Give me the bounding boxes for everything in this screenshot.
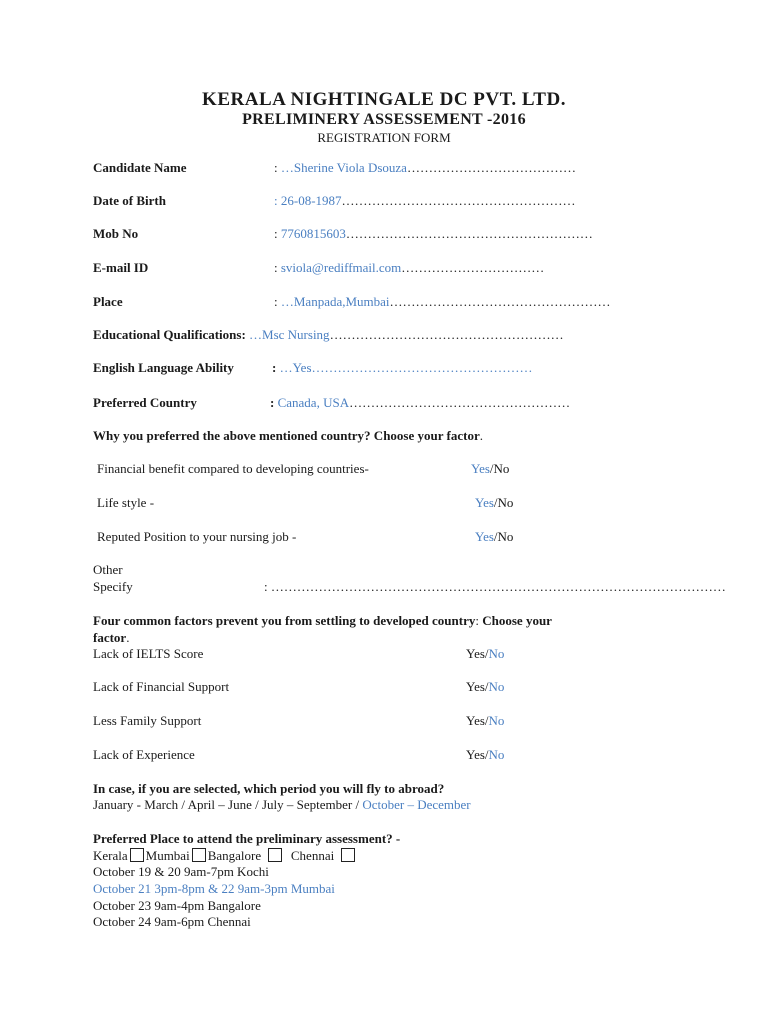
place-mumbai-label: Mumbai <box>145 848 190 863</box>
question-text: Four common factors prevent you from settling to developed country <box>93 613 476 628</box>
field-value: Msc Nursing <box>262 327 330 342</box>
field-value: 26-08-1987 <box>277 193 342 208</box>
factor-label-life-style: Life style - <box>97 495 155 510</box>
field-dots: …………………………………………… <box>311 360 533 375</box>
schedule-chennai: October 24 9am-6pm Chennai <box>93 914 251 929</box>
field-place[interactable] <box>274 294 611 310</box>
field-candidate-name[interactable] <box>274 160 576 176</box>
place-chennai-label: Chennai <box>290 848 335 863</box>
field-preferred-country[interactable] <box>270 395 570 411</box>
factor-choice-experience[interactable] <box>466 747 504 763</box>
choice-yes[interactable]: Yes <box>466 713 485 728</box>
choice-sep: / <box>484 713 489 728</box>
question-colon: : <box>475 613 483 628</box>
choice-no[interactable]: No <box>488 646 505 661</box>
choice-no[interactable]: No <box>488 747 505 762</box>
factor-label-ielts: Lack of IELTS Score <box>93 646 204 661</box>
choice-sep: / <box>484 747 489 762</box>
choice-sep: / <box>484 679 489 694</box>
question-assessment-place: Preferred Place to attend the preliminary assessment? - <box>93 831 401 846</box>
field-colon: : <box>274 193 278 208</box>
field-date-of-birth[interactable] <box>274 193 576 209</box>
assessment-title: PRELIMINERY ASSESSEMENT -2016 <box>242 111 526 128</box>
factor-choice-financial-support[interactable] <box>466 679 504 695</box>
factor-choice-reputed-position[interactable] <box>475 529 513 545</box>
field-dots: …………………………………………… <box>349 395 571 410</box>
choice-yes[interactable]: Yes <box>466 679 485 694</box>
specify-label: Specify <box>93 579 133 594</box>
field-colon: : <box>274 160 278 175</box>
choice-sep: / <box>493 529 498 544</box>
choice-yes[interactable]: Yes <box>471 461 490 476</box>
field-label-candidate-name: Candidate Name <box>93 160 187 175</box>
factor-choice-life-style[interactable] <box>475 495 513 511</box>
choice-no[interactable]: No <box>497 495 514 510</box>
schedule-mumbai: October 21 3pm-8pm & 22 9am-3pm Mumbai <box>93 881 335 896</box>
field-label-email: E-mail ID <box>93 260 149 275</box>
field-label-education: Educational Qualifications: <box>93 327 246 342</box>
factor-choice-ielts[interactable] <box>466 646 504 662</box>
field-dots: ……………………………………………… <box>341 193 576 208</box>
choice-no[interactable]: No <box>493 461 510 476</box>
field-prefix: … <box>277 160 294 175</box>
field-value: Manpada,Mumbai <box>293 294 390 309</box>
choice-yes[interactable]: Yes <box>466 646 485 661</box>
travel-period-options[interactable] <box>93 797 471 813</box>
question-prevent-factors-line2 <box>93 630 129 646</box>
field-dots: …………………………… <box>401 260 545 275</box>
factor-label-family-support: Less Family Support <box>93 713 202 728</box>
choice-sep: / <box>493 495 498 510</box>
place-bangalore-checkbox[interactable] <box>268 848 282 862</box>
field-label-mob-no: Mob No <box>93 226 139 241</box>
question-travel-period: In case, if you are selected, which period you will fly to abroad? <box>93 781 445 796</box>
place-options <box>93 848 357 864</box>
field-value: Yes <box>292 360 312 375</box>
field-email[interactable] <box>274 260 544 276</box>
place-mumbai-checkbox[interactable] <box>192 848 206 862</box>
factor-choice-family-support[interactable] <box>466 713 504 729</box>
question-text: factor <box>93 630 127 645</box>
field-value: Canada, USA <box>277 395 350 410</box>
question-period: . <box>479 428 483 443</box>
place-kerala-label: Kerala <box>93 848 128 863</box>
choice-sep: / <box>484 646 489 661</box>
choice-yes[interactable]: Yes <box>466 747 485 762</box>
schedule-bangalore: October 23 9am-4pm Bangalore <box>93 898 261 913</box>
field-label-place: Place <box>93 294 123 309</box>
field-colon: : <box>274 260 278 275</box>
choice-yes[interactable]: Yes <box>475 495 494 510</box>
factor-label-financial-benefit: Financial benefit compared to developing countries- <box>97 461 369 476</box>
question-prevent-factors <box>93 613 552 629</box>
choice-no[interactable]: No <box>488 679 505 694</box>
question-period: . <box>126 630 130 645</box>
field-value: 7760815603 <box>280 226 346 241</box>
field-colon: : <box>272 360 277 375</box>
field-label-english-ability: English Language Ability <box>93 360 234 375</box>
field-value: Sherine Viola Dsouza <box>293 160 407 175</box>
other-label: Other <box>93 562 123 577</box>
field-educational-qualifications[interactable] <box>93 327 564 343</box>
place-bangalore-label: Bangalore <box>207 848 262 863</box>
choice-no[interactable]: No <box>497 529 514 544</box>
field-prefix: … <box>276 360 293 375</box>
period-options: January - March / April – June / July – September / <box>93 797 363 812</box>
question-text: Why you preferred the above mentioned country? Choose your factor <box>93 428 480 443</box>
field-value: sviola@rediffmail.com <box>280 260 402 275</box>
field-colon: : <box>274 226 278 241</box>
choice-yes[interactable]: Yes <box>475 529 494 544</box>
field-label-preferred-country: Preferred Country <box>93 395 197 410</box>
choice-sep: / <box>489 461 494 476</box>
question-preferred-country-factor <box>93 428 483 444</box>
factor-label-reputed-position: Reputed Position to your nursing job - <box>97 529 297 544</box>
field-prefix: … <box>277 294 294 309</box>
field-dots: ………………………………… <box>406 160 576 175</box>
field-dots: ………………………………………………… <box>345 226 593 241</box>
company-name: KERALA NIGHTINGALE DC PVT. LTD. <box>202 89 566 110</box>
field-dots: …………………………………………… <box>389 294 611 309</box>
schedule-kochi: October 19 & 20 9am-7pm Kochi <box>93 864 269 879</box>
place-kerala-checkbox[interactable] <box>130 848 144 862</box>
field-colon: : <box>274 294 278 309</box>
factor-choice-financial-benefit[interactable] <box>471 461 509 477</box>
field-dots: ……………………………………………… <box>329 327 564 342</box>
field-prefix: … <box>245 327 263 342</box>
form-title: REGISTRATION FORM <box>317 130 451 145</box>
place-chennai-checkbox[interactable] <box>341 848 355 862</box>
factor-label-financial-support: Lack of Financial Support <box>93 679 230 694</box>
field-colon: : <box>270 395 275 410</box>
choice-no[interactable]: No <box>488 713 505 728</box>
period-selected[interactable]: October – December <box>362 797 471 812</box>
question-choose: Choose your <box>482 613 552 628</box>
field-english-ability[interactable] <box>272 360 533 376</box>
field-mob-no[interactable] <box>274 226 593 242</box>
specify-field[interactable]: : …………………………………………………………………………………………… <box>264 579 726 594</box>
factor-label-experience: Lack of Experience <box>93 747 195 762</box>
field-label-date-of-birth: Date of Birth <box>93 193 166 208</box>
